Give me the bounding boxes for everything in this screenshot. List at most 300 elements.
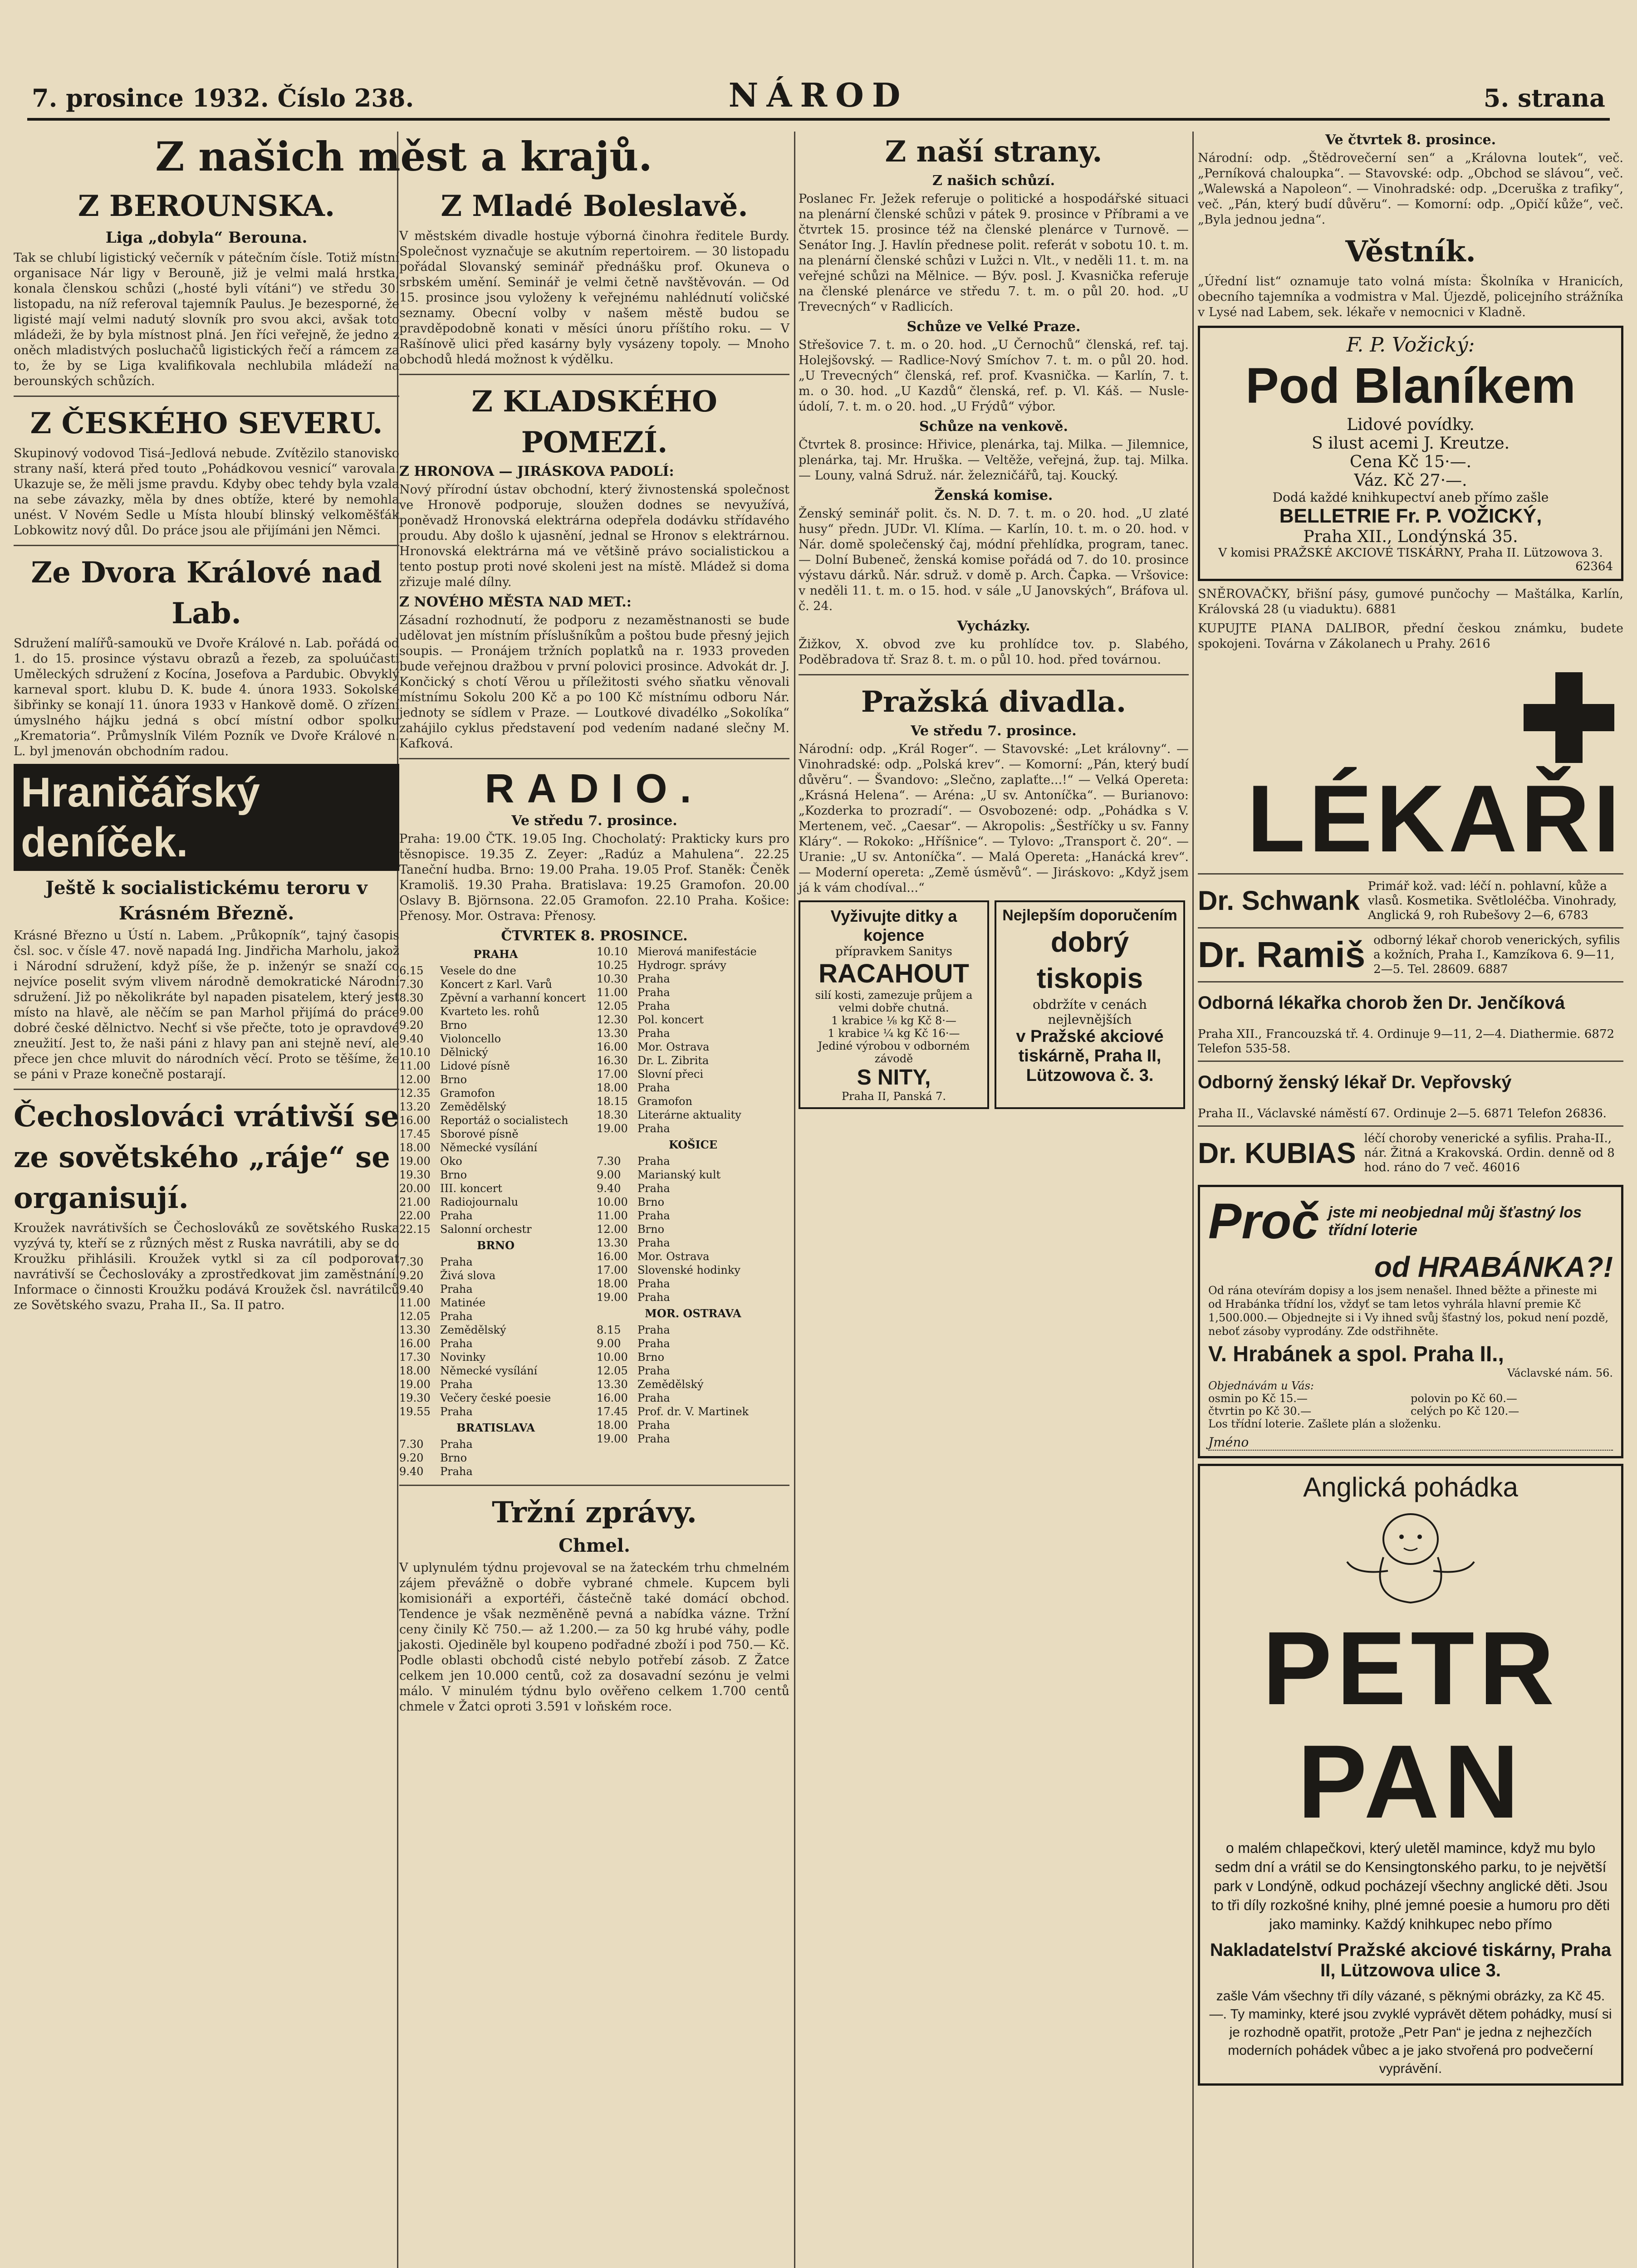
schedule-row <box>597 1182 789 1195</box>
article-title-beroun: Z BEROUNSKA. <box>78 189 335 223</box>
schedule-time: 9.40 <box>597 1182 621 1195</box>
schedule-row <box>399 1032 592 1046</box>
article-body: Střešovice 7. t. m. o 20. hod. „U Černochů“ členská, ref. taj. Holejšovský. — Radlice-Nový Smíchov 7. t. m. o půl 20. hod. „U Trevecných“ členská, ref. prof. Kvasnička. — Karlín, 7. t. m. o 30. hod. „U Kazdů“ členská, ref. p. Vl. Káš. — Nusle-údolí, 7. t. m. o 20. hod. „U Frýdů“ výbor. <box>799 338 1189 414</box>
schedule-program: Praha <box>440 1405 473 1418</box>
schedule-row <box>399 978 592 991</box>
schedule-time: 9.00 <box>597 1168 621 1181</box>
schedule-row <box>597 1350 789 1364</box>
schedule-time: 17.45 <box>597 1405 628 1418</box>
doctor-ad <box>1198 873 1623 927</box>
schedule-row <box>399 1209 592 1222</box>
schedule-time: 22.00 <box>399 1209 431 1222</box>
schedule-time: 8.30 <box>399 992 424 1004</box>
ad-brand: Pod Blaníkem <box>1245 358 1576 414</box>
article-subtitle: Ve středu 7. prosince. <box>911 723 1077 739</box>
schedule-program: Praha <box>637 1277 670 1290</box>
schedule-program: Praha <box>440 1283 473 1295</box>
article-body: Ženský seminář polit. čs. N. D. 7. t. m. o 20. hod. „U zlaté husy“ předn. JUDr. Vl. Klíma. — Karlín, 10. t. m. o 20. hod. v Nár. domě společenský čaj, módní přehlídka, program, tanec. — Dolní Bubeneč, ženská komise pořádá od 7. do 10. prosince výstavu dárků. Nár. sdruž. v domě p. Arch. Čapka. — Vršovice: v neděli 11. t. m. o 15. hod. v sále „U Janovských“, Bráfova ul. č. 24. <box>799 507 1189 613</box>
schedule-time: 11.00 <box>399 1060 431 1072</box>
schedule-program: Praha <box>440 1209 473 1222</box>
ad-line: F. P. Vožický: <box>1346 333 1475 357</box>
ad-line: Anglická pohádka <box>1303 1472 1518 1502</box>
ad-line: Lidové povídky. <box>1347 415 1475 434</box>
schedule-program: Praha <box>637 1364 670 1377</box>
doctor-name: Dr. KUBIAS <box>1198 1137 1356 1169</box>
schedule-row <box>399 1059 592 1073</box>
schedule-time: 19.00 <box>597 1291 628 1304</box>
schedule-row <box>399 964 592 978</box>
schedule-row <box>399 1255 592 1269</box>
schedule-program: Novinky <box>440 1351 486 1364</box>
schedule-program: Dr. L. Zibrita <box>637 1054 709 1067</box>
schedule-time: 17.30 <box>399 1351 431 1364</box>
schedule-program: Zpěvní a varhanní koncert <box>440 992 586 1004</box>
schedule-time: 22.15 <box>399 1223 431 1236</box>
schedule-program: Praha <box>440 1438 473 1451</box>
schedule-program: Prof. dr. V. Martinek <box>637 1405 749 1418</box>
schedule-program: Mor. Ostrava <box>637 1250 710 1263</box>
schedule-program: Praha <box>637 1324 670 1336</box>
schedule-row <box>597 1337 789 1350</box>
column-rule <box>1192 132 1194 2268</box>
article-subtitle: Z HRONOVA — JIRÁSKOVA PADOLÍ: <box>399 464 674 479</box>
schedule-row <box>399 1465 592 1478</box>
doctor-details: Praha II., Václavské náměstí 67. Ordinuje 2—5. 6871 Telefon 26836. <box>1198 1107 1607 1120</box>
article-title-dvur: Ze Dvora Králové nad Lab. <box>31 556 382 631</box>
schedule-program: Brno <box>440 1168 467 1181</box>
schedule-time: 18.00 <box>597 1081 628 1094</box>
schedule-time: 16.00 <box>597 1392 628 1404</box>
schedule-row <box>597 945 789 958</box>
schedule-program: Koncert z Karl. Varů <box>440 978 552 991</box>
ad-row <box>799 900 1189 1109</box>
article-body: Krásné Březno u Ústí n. Labem. „Průkopník“, tajný časopis čsl. soc. v čísle 47. nově napadá Ing. Jindřicha Marholu, jakož i Národní sdružení, když píše, že p. inženýr se snaží co nejvíce poselit svým vlivem národně demokratické Národní sdružení. Již po několikráte byl napaden pisatelem, který jest místo na hlavě, ale něčím se pan Marhol přijímá do práce dobré české dělnictvo. Nechť si vše přečte, toto je opravdové zneužití. Jest to, že naši páni z hlavy pan ani stejně neví, ale přece jen chce mluvit do národních věcí. Proto se těšíme, že se páni v Praze konečně postarají. <box>14 929 399 1081</box>
schedule-row <box>399 1296 592 1310</box>
column-2 <box>399 132 789 2268</box>
article-body: Národní: odp. „Štědrovečerní sen“ a „Královna loutek“, več. „Perníková chaloupka“. — Stavovské: odp. „Obchod se slávou“, več. „Walewská a Napoleon“. — Vinohradské: odp. „Dceruška z trafiky“, več. „Pán, který budí důvěru“. — Komorní: odp. „Opičí kůže“, več. „Byla jednou jedna“. <box>1198 151 1623 227</box>
schedule-program: Violoncello <box>440 1032 501 1045</box>
schedule-program: Praha <box>637 1337 670 1350</box>
schedule-program: Brno <box>637 1223 665 1236</box>
ad-header <box>1208 1193 1613 1250</box>
schedule-program: Hydrogr. správy <box>637 959 726 972</box>
schedule-row <box>597 958 789 972</box>
ad-line: Váz. Kč 27·—. <box>1354 471 1467 490</box>
schedule-time: 9.00 <box>399 1005 424 1018</box>
schedule-time: 9.20 <box>399 1019 424 1031</box>
schedule-program: Praha <box>637 1432 670 1445</box>
article-title-divadla: Pražská divadla. <box>861 685 1127 719</box>
schedule-program: Praha <box>440 1310 473 1323</box>
ad-line: V. Hrabánek a spol. Praha II., <box>1208 1342 1504 1366</box>
schedule-row <box>399 1141 592 1154</box>
ad-line: od HRABÁNKA?! <box>1374 1251 1613 1283</box>
article-subtitle: Chmel. <box>559 1535 630 1556</box>
schedule-program: Zemědělský <box>440 1100 506 1113</box>
article-body: Zásadní rozhodnutí, že podporu z nezaměstnanosti se bude udělovat jen místním příslušníkům a poštou bude přesný jejich soupis. — Pronájem tržních poplatků na r. 1933 proveden bude veřejnou dražbou v první polovici prosince. Advokát dr. J. Končický s chotí Věrou u příležitosti svého sňatku věnovali místnímu Sokolu 200 Kč a po 100 Kč místnímu odboru Nár. jednoty se sídlem v Praze. — Loutkové divadélko „Sokolíka“ zahájilo cyklus představení pod vedením nadané slečny M. Kafková. <box>399 613 789 751</box>
radio-title: RADIO. <box>485 766 704 811</box>
ad-line: přípravkem Sanitys <box>835 945 952 958</box>
ad-brand: Proč <box>1208 1193 1319 1249</box>
schedule-time: 11.00 <box>597 986 628 999</box>
schedule-time: 12.05 <box>399 1310 431 1323</box>
schedule-row <box>399 1405 592 1418</box>
ad-line: Nakladatelství Pražské akciové tiskárny, Praha II, Lützowova ulice 3. <box>1210 1940 1612 1980</box>
schedule-row <box>399 1005 592 1018</box>
column-rule <box>794 132 795 2268</box>
schedule-row <box>399 1114 592 1127</box>
schedule-row <box>597 1222 789 1236</box>
article-subtitle: Liga „dobyla“ Berouna. <box>105 229 308 247</box>
classified-ad: SNĚROVAČKY, břišní pásy, gumové punčochy — Maštálka, Karlín, Královská 28 (u viaduktu). 6881 <box>1198 587 1623 616</box>
article-subtitle: Ženská komise. <box>934 488 1053 503</box>
article-title-vestnik: Věstník. <box>1345 235 1476 269</box>
schedule-program: Sborové písně <box>440 1128 519 1140</box>
schedule-time: 13.20 <box>399 1100 431 1113</box>
schedule-row <box>597 1095 789 1108</box>
doctor-ad <box>1198 981 1623 1061</box>
doctor-name: Dr. Schwank <box>1198 885 1360 916</box>
schedule-row <box>399 1391 592 1405</box>
schedule-program: Praha <box>637 1237 670 1249</box>
schedule-station: BRATISLAVA <box>456 1421 535 1434</box>
schedule-time: 10.00 <box>597 1351 628 1364</box>
schedule-row <box>399 1046 592 1059</box>
schedule-program: Mierová manifestácie <box>637 945 757 958</box>
schedule-time: 17.00 <box>597 1264 628 1276</box>
schedule-time: 18.00 <box>597 1277 628 1290</box>
schedule-program: Zemědělský <box>440 1324 506 1336</box>
schedule-time: 12.35 <box>399 1087 431 1100</box>
paper-title: NÁROD <box>728 76 909 114</box>
schedule-program: Praha <box>637 1291 670 1304</box>
divider <box>399 374 789 375</box>
order-form <box>1208 1392 1613 1418</box>
schedule-column <box>399 945 592 1478</box>
schedule-row <box>597 1040 789 1054</box>
schedule-row <box>597 1195 789 1209</box>
schedule-program: Matinée <box>440 1296 486 1309</box>
radio-date: Ve středu 7. prosince. <box>511 813 677 829</box>
ad-line: Praha XII., Londýnská 35. <box>1303 528 1518 546</box>
ad-line: v Pražské akciové tiskárně, Praha II, Lützowova č. 3. <box>1016 1027 1164 1085</box>
schedule-time: 9.20 <box>399 1452 424 1464</box>
radio-date: ČTVRTEK 8. PROSINCE. <box>501 928 688 944</box>
ad-line: jste mi neobjednal můj šťastný los třídní loterie <box>1328 1203 1582 1239</box>
schedule-row <box>399 1222 592 1236</box>
schedule-row <box>597 1364 789 1378</box>
article-body: V uplynulém týdnu projevoval se na žateckém trhu chmelném zájem převážně o dobře vybrané chmele. Kupcem byli komisionáři a exportéři, částečně také domácí obchod. Tendence je však nezměněně pevná a nabídka vázne. Tržní ceny činily Kč 750.— až 1.200.— za 50 kg hrubé váhy, podle jakosti. Ojediněle byl koupeno podřadné zboží i pod 750.— Kč. Podle oblasti obchodů cisté nebylo potřebí zásob. Z Žatce celkem jen 10.000 centů, což za dosavadní sezónu je velmi málo. V minulém týdnu bylo ověřeno celkem 1.700 centů chmele v Žatci oproti 3.591 v loňském roce. <box>399 1561 789 1714</box>
schedule-row <box>597 1290 789 1304</box>
schedule-row <box>399 1269 592 1282</box>
schedule-program: Praha <box>637 973 670 985</box>
lekari-banner <box>1198 655 1623 873</box>
schedule-row <box>399 1350 592 1364</box>
radio-listing: Praha: 19.00 ČTK. 19.05 Ing. Chocholatý: Prakticky kurs pro těsnopisce. 19.35 Z. Zeyer: „Radúz a Mahulena“. 22.25 Taneční hudba. Brno: 19.00 Praha. 19.05 Prof. Staněk: Čeněk Kramoliš. 19.30 Praha. Bratislava: 19.25 Gramofon. 20.00 Oslavy B. Björnsona. 22.05 Gramofon. 22.10 Praha. Košice: Přenosy. Mor. Ostrava: Přenosy. <box>399 832 789 923</box>
ad-brand: dobrý tiskopis <box>1036 927 1143 994</box>
schedule-time: 17.45 <box>399 1128 431 1140</box>
schedule-time: 9.40 <box>399 1032 424 1045</box>
schedule-program: Brno <box>440 1073 467 1086</box>
schedule-row <box>597 1391 789 1405</box>
baby-illustration-icon <box>1329 1507 1492 1607</box>
schedule-time: 10.10 <box>399 1046 431 1059</box>
schedule-time: 12.05 <box>597 1364 628 1377</box>
column-head-hranicar: Hraničářský deníček. <box>14 764 399 871</box>
name-field[interactable]: Jméno <box>1208 1435 1613 1451</box>
schedule-time: 17.00 <box>597 1068 628 1080</box>
schedule-row <box>399 991 592 1005</box>
schedule-time: 13.30 <box>399 1324 431 1336</box>
schedule-row <box>597 1405 789 1418</box>
ad-pod-blanikem <box>1198 326 1623 581</box>
ad-line: S ilust acemi J. Kreutze. <box>1311 434 1510 453</box>
order-option[interactable]: osmin po Kč 15.— <box>1208 1392 1308 1405</box>
schedule-program: Praha <box>637 986 670 999</box>
schedule-program: Večery české poesie <box>440 1392 551 1404</box>
schedule-time: 13.30 <box>597 1378 628 1391</box>
schedule-row <box>399 1195 592 1209</box>
schedule-time: 20.00 <box>399 1182 431 1195</box>
order-option[interactable]: čtvrtin po Kč 30.— <box>1208 1405 1312 1418</box>
schedule-time: 21.00 <box>399 1196 431 1208</box>
divider <box>14 545 399 546</box>
article-title-sever: Z ČESKÉHO SEVERU. <box>30 406 383 440</box>
schedule-program: Praha <box>637 1027 670 1040</box>
schedule-time: 11.00 <box>399 1296 431 1309</box>
schedule-program: Gramofon <box>637 1095 692 1108</box>
schedule-program: Praha <box>637 1182 670 1195</box>
ad-line: Nejlepším doporučením <box>1002 907 1177 924</box>
ad-line: Objednávám u Vás: <box>1208 1379 1314 1392</box>
schedule-time: 19.00 <box>399 1378 431 1391</box>
schedule-row <box>399 1154 592 1168</box>
schedule-time: 8.15 <box>597 1324 621 1336</box>
article-subtitle: Ještě k socialistickému teroru v Krásném Březně. <box>45 877 368 924</box>
schedule-program: Reportáž o socialistech <box>440 1114 569 1127</box>
schedule-time: 16.00 <box>399 1114 431 1127</box>
schedule-time: 19.55 <box>399 1405 431 1418</box>
schedule-time: 18.00 <box>399 1364 431 1377</box>
divider <box>399 758 789 759</box>
ad-tiskopis <box>995 900 1185 1109</box>
classified-ad: KUPUJTE PIANA DALIBOR, přední českou známku, budete spokojeni. Továrna v Zákolanech u Prahy. 2616 <box>1198 621 1623 651</box>
ad-text: Od rána otevírám dopisy a los jsem nenašel. Ihned běžte a přineste mi od Hrabánka třídní los, vždyť se tam letos vyhrála hlavní premie Kč 1,500.000.— Objednejte si i Vy ihned svůj šťastný los, pokud není pozdě, neboť zásoby vyprodány. Zde odstřihněte. <box>1208 1284 1609 1338</box>
schedule-program: Praha <box>440 1378 473 1391</box>
schedule-time: 9.20 <box>399 1269 424 1282</box>
article-body: V městském divadle hostuje výborná činohra ředitele Burdy. Společnost vyznačuje se akutním repertoirem. — 30 listopadu pořádal Slovanský seminář přednášku prof. Okuneva o srbském umění. Seminář je velmi četně navštěvován. — Od 15. prosince jsou vyloženy k veřejnému nahlédnutí voličské seznamy. Obecní volby v našem městě budou se pravděpodobně konati v měsíci únoru příštího roku. — V Rašínově ulici před kasárny byly vysázeny topoly. — Mnoho obchodů hledá možnost k výdělku. <box>399 229 789 367</box>
article-subtitle: Ve čtvrtek 8. prosince. <box>1325 132 1496 148</box>
ad-text: zašle Vám všechny tři díly vázané, s pěknými obrázky, za Kč 45.—. Ty maminky, které jsou zvyklé vyprávět dětem pohádky, musí si je rozhodně opatřit, protože „Petr Pan“ je jedna z nejhezčích moderních pohádek vůbec a je jako stvořená pro podvečerní vyprávění. <box>1209 1989 1612 2076</box>
schedule-program: Gramofon <box>440 1087 495 1100</box>
article-title-kladsko: Z KLADSKÉHO POMEZÍ. <box>471 385 717 459</box>
schedule-program: Brno <box>637 1351 665 1364</box>
schedule-row <box>597 1418 789 1432</box>
schedule-time: 16.00 <box>597 1041 628 1053</box>
schedule-row <box>399 1337 592 1350</box>
article-body: Kroužek navrátivších se Čechoslováků ze sovětského Ruska vyzývá ty, kteří se z různých měst z Ruska navrátili, aby se do Kroužku přihlásili. Kroužek vytkl si za cíl podporovat navrátivší se Čechoslováky a zprostředkovat jim zaměstnání. Informace o činnosti Kroužku podává Kroužek čsl. navrátilců ze Sovětského svazu, Praha II., Sa. II patro. <box>14 1221 399 1312</box>
order-option[interactable]: celých po Kč 120.— <box>1411 1405 1519 1418</box>
ad-line: V komisi PRAŽSKÉ AKCIOVÉ TISKÁRNY, Praha II. Lützowova 3. <box>1218 546 1603 560</box>
schedule-station: BRNO <box>476 1239 515 1252</box>
schedule-row <box>597 1378 789 1391</box>
ad-brand: PETR PAN <box>1262 1610 1559 1840</box>
schedule-time: 9.00 <box>597 1337 621 1350</box>
schedule-program: Praha <box>440 1465 473 1478</box>
schedule-time: 12.30 <box>597 1013 628 1026</box>
schedule-program: Literárne aktuality <box>637 1109 741 1121</box>
banner-text: LÉKAŘI <box>1247 765 1623 872</box>
schedule-row <box>399 1100 592 1114</box>
divider <box>14 396 399 397</box>
divider <box>14 1089 399 1090</box>
schedule-program: III. koncert <box>440 1182 502 1195</box>
article-body: Tak se chlubí ligistický večerník v pátečním čísle. Totiž místní organisace Nár ligy v Berouně, již je velmi malá hrstka, konala členskou schůzi („hosté byli vítáni“) ve středu 30. listopadu, na níž referoval tajemník Paulus. Je bezesporné, že ligisté mají velmi nadutý slovník pro svou akci, avšak toto mládeži, že by byla místnost plná. Jen říci veřejně, že jedno z oněch mladistvých posluchačů ligistických řečí a rámcem za to, že by se Liga kvalifikovala nechlubila mládeží na berounských schůzích. <box>14 251 399 388</box>
schedule-program: Praha <box>637 1419 670 1432</box>
schedule-row <box>597 1209 789 1222</box>
schedule-time: 19.00 <box>597 1432 628 1445</box>
schedule-time: 18.00 <box>597 1419 628 1432</box>
article-subtitle: Schůze na venkově. <box>919 419 1068 435</box>
schedule-program: Brno <box>637 1196 665 1208</box>
section-title: Z našich měst a krajů. <box>155 133 652 180</box>
schedule-program: Německé vysílání <box>440 1364 538 1377</box>
schedule-station: KOŠICE <box>668 1138 718 1151</box>
article-title-boleslav: Z Mladé Boleslavě. <box>441 189 748 223</box>
schedule-program: Lidové písně <box>440 1060 510 1072</box>
schedule-row <box>399 1073 592 1086</box>
schedule-row <box>597 1108 789 1122</box>
schedule-row <box>399 1018 592 1032</box>
schedule-program: Kvarteto les. rohů <box>440 1005 540 1018</box>
schedule-row <box>399 1323 592 1337</box>
ad-racahout <box>799 900 989 1109</box>
schedule-row <box>597 986 789 999</box>
schedule-program: Brno <box>440 1019 467 1031</box>
schedule-program: Dělnický <box>440 1046 488 1059</box>
article-body: Nový přírodní ústav obchodní, který živnostenská společnost ve Hronově podporuje, sloužen dodnes se nevyužívá, poněvadž Hronovská elektrárna odepřela dodávku střídavého proudu. Aby došlo k ujasnění, jednal se Hronov s elektrárnou. Hronovská elektrárna má ve většině právo socialistickou a tento postup proti nové skoleni jest na místě. Mládež si doma zřizuje malé dílny. <box>399 483 789 589</box>
schedule-time: 16.00 <box>597 1250 628 1263</box>
schedule-station: MOR. OSTRAVA <box>645 1307 741 1320</box>
issue-date: 7. prosince 1932. Číslo 238. <box>32 83 414 112</box>
article-body: Žižkov, X. obvod zve ku prohlídce tov. p. Slabého, Poděbradova tř. Sraz 8. t. m. o půl 10. hod. před továrnou. <box>799 637 1189 667</box>
schedule-row <box>597 1067 789 1081</box>
schedule-row <box>597 972 789 986</box>
ad-line: silí kosti, zamezuje průjem a velmi dobře chutná. <box>815 989 973 1014</box>
column-3 <box>799 132 1189 2268</box>
schedule-row <box>399 1364 592 1378</box>
schedule-program: Praha <box>637 1081 670 1094</box>
schedule-program: Praha <box>637 1122 670 1135</box>
schedule-time: 10.10 <box>597 945 628 958</box>
page-number: 5. strana <box>1483 83 1605 112</box>
ad-line: S NITY, <box>857 1066 931 1090</box>
schedule-time: 10.30 <box>597 973 628 985</box>
doctor-details: Praha XII., Francouzská tř. 4. Ordinuje 9—11, 2—4. Diathermie. 6872 Telefon 535-58. <box>1198 1027 1615 1056</box>
schedule-time: 9.40 <box>399 1283 424 1295</box>
schedule-time: 6.15 <box>399 964 424 977</box>
schedule-program: Salonní orchestr <box>440 1223 532 1236</box>
divider <box>399 1485 789 1486</box>
article-body: Čtvrtek 8. prosince: Hřivice, plenárka, taj. Milka. — Jilemnice, plenárka, taj. Mr. Hruška. — Veltěže, veřejná, žup. taj. Milka. — Louny, valná Sdruž. nár. železničářů, taj. Koucký. <box>799 438 1189 483</box>
schedule-program: Praha <box>637 1155 670 1168</box>
article-title-cesko: Čechoslováci vrátivší se ze sovětského „ráje“ se organisují. <box>14 1100 399 1215</box>
doctor-details: léčí choroby venerické a syfilis. Praha-II., nár. Žitná a Krakovská. Ordin. denně od 8 hod. ráno do 7 več. 46016 <box>1364 1132 1615 1174</box>
ad-line: Jediné výrobou v odborném závodě <box>818 1040 970 1065</box>
schedule-time: 19.00 <box>399 1155 431 1168</box>
medical-cross-icon <box>1524 672 1614 763</box>
ad-line: 1 krabice ¼ kg Kč 16·— <box>828 1027 960 1040</box>
schedule-program: Slovenské hodinky <box>637 1264 740 1276</box>
ad-line: Vyživujte ditky a kojence <box>830 907 957 944</box>
schedule-time: 9.40 <box>399 1465 424 1478</box>
schedule-row <box>399 1282 592 1296</box>
schedule-column <box>597 945 789 1478</box>
ad-line: Cena Kč 15·—. <box>1349 453 1472 471</box>
doctor-name: Dr. Ramiš <box>1198 934 1366 975</box>
schedule-time: 7.30 <box>399 1256 424 1268</box>
article-subtitle: Z našich schůzí. <box>932 173 1055 189</box>
schedule-time: 13.30 <box>597 1237 628 1249</box>
schedule-time: 18.30 <box>597 1109 628 1121</box>
schedule-program: Brno <box>440 1452 467 1464</box>
ad-line: 1 krabice ⅛ kg Kč 8·— <box>831 1014 956 1027</box>
article-title-trzni: Tržní zprávy. <box>492 1496 697 1530</box>
schedule-row <box>597 1277 789 1290</box>
schedule-row <box>597 1323 789 1337</box>
schedule-row <box>597 1026 789 1040</box>
doctor-details: Primář kož. vad: léčí n. pohlavní, kůže a vlasů. Kosmetika. Světloléčba. Vinohrady, Anglická 9, roh Rubešovy 2—6, 6783 <box>1367 880 1617 922</box>
schedule-time: 16.30 <box>597 1054 628 1067</box>
schedule-row <box>399 1378 592 1391</box>
doctor-name: Odborná lékařka chorob žen Dr. Jenčíková <box>1198 993 1565 1013</box>
schedule-time: 16.00 <box>399 1337 431 1350</box>
schedule-time: 18.15 <box>597 1095 628 1108</box>
schedule-program: Radiojournalu <box>440 1196 519 1208</box>
ad-brand: RACAHOUT <box>818 959 969 988</box>
schedule-program: Praha <box>637 1209 670 1222</box>
article-subtitle: Vycházky. <box>957 618 1030 634</box>
schedule-program: Pol. koncert <box>637 1013 704 1026</box>
schedule-row <box>597 1250 789 1263</box>
column-4 <box>1198 132 1623 2268</box>
ad-hrabanek <box>1198 1185 1623 1458</box>
doctor-ad <box>1198 1125 1623 1179</box>
schedule-row <box>597 1154 789 1168</box>
article-subtitle: Z NOVÉHO MĚSTA NAD MET.: <box>399 594 632 610</box>
schedule-time: 7.30 <box>399 978 424 991</box>
schedule-time: 19.30 <box>399 1392 431 1404</box>
doctor-ad <box>1198 927 1623 981</box>
schedule-program: Zemědělský <box>637 1378 704 1391</box>
schedule-time: 11.00 <box>597 1209 628 1222</box>
schedule-row <box>597 1263 789 1277</box>
doctor-details: odborný lékař chorob venerických, syfilis a kožních, Praha I., Kamzíkova 6. 9—11, 2—5. Tel. 28609. 6887 <box>1373 934 1620 976</box>
schedule-time: 18.00 <box>399 1141 431 1154</box>
schedule-program: Praha <box>637 1392 670 1404</box>
schedule-program: Německé vysílání <box>440 1141 538 1154</box>
schedule-row <box>597 999 789 1013</box>
order-option[interactable]: polovin po Kč 60.— <box>1411 1392 1517 1405</box>
radio-schedule <box>399 945 789 1478</box>
schedule-row <box>399 1168 592 1182</box>
schedule-time: 7.30 <box>399 1438 424 1451</box>
schedule-time: 10.00 <box>597 1196 628 1208</box>
ad-text: o malém chlapečkovi, který uletěl mamince, když mu bylo sedm dní a vrátil se do Kensingtonského parku, to je největší park v Londýně, odkud pocházejí všechny anglické děti. Jsou to tři díly rozkošné knihy, plné jemné poesie a humoru pro děti jako maminky. Každý knihkupec nebo přímo <box>1211 1840 1610 1932</box>
schedule-program: Marianský kult <box>637 1168 721 1181</box>
ad-petr-pan <box>1198 1464 1623 2086</box>
schedule-row <box>597 1432 789 1446</box>
